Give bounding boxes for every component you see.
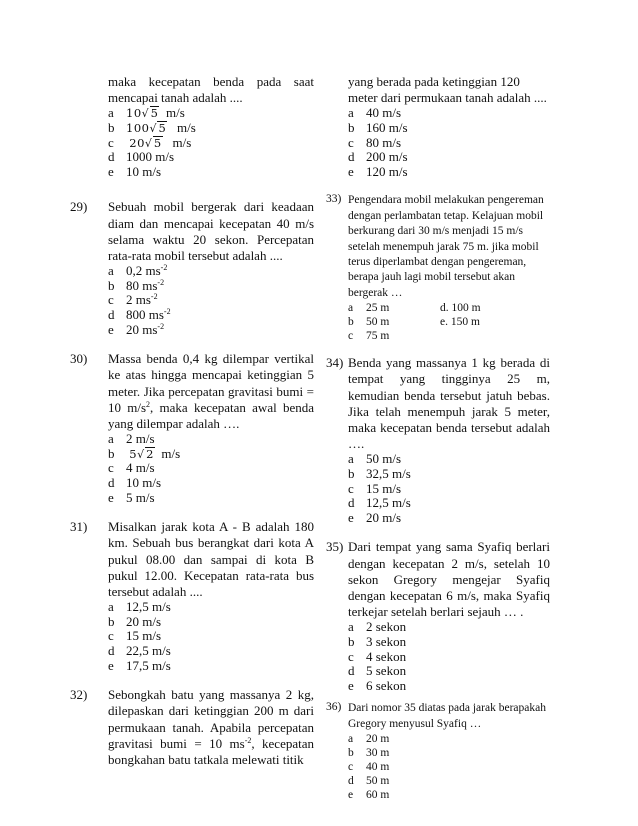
option-d: d 12,5 m/s <box>348 495 411 511</box>
option-b: b 30 m <box>348 747 390 760</box>
right-column <box>328 74 550 816</box>
question-stem: yang berada pada ketinggian 120 meter dari permukaan tanah adalah .... <box>348 74 547 106</box>
option-a: a 2 sekon <box>348 619 407 635</box>
question-36 <box>328 701 550 802</box>
option-e: e 60 m <box>348 789 390 802</box>
question-29 <box>70 199 314 337</box>
question-number: 32) <box>70 687 88 703</box>
question-33 <box>328 193 550 343</box>
option-d: d 50 m <box>348 775 390 788</box>
option-c: c 15 m/s <box>348 480 402 496</box>
option-e: e 17,5 m/s <box>108 657 171 673</box>
option-c: c 15 m/s <box>108 628 162 644</box>
question-stem: Sebongkah batu yang massanya 2 kg, dilepaskan dari ketinggian 200 m dari permukaan tanah. Apabila percepatan gravitasi bumi = 10 $ms^{-2}$, kecepatan bongkahan batu tatkala melewati titik <box>108 687 314 767</box>
options-list <box>348 106 550 179</box>
question-28-continued <box>88 74 314 179</box>
option-c: c 20√ 5 m/s <box>108 134 192 150</box>
options-grid <box>348 301 550 343</box>
option-e: e 10 m/s <box>108 163 162 179</box>
left-column <box>70 74 314 782</box>
option-b: b 80 $ms^{-2}$ <box>108 277 165 293</box>
option-a: a 40 m/s <box>348 105 402 121</box>
option-a: a 50 m/s <box>348 451 402 467</box>
options-list <box>108 264 314 337</box>
option-a: a 10√ 5 m/s <box>108 105 185 121</box>
question-stem: maka kecepatan benda pada saat mencapai tanah adalah .... <box>108 74 314 106</box>
option-c: c 75 m <box>348 330 390 343</box>
option-d: d 200 m/s <box>348 149 408 165</box>
option-d: d 5 sekon <box>348 663 407 679</box>
option-b: b 100√ 5 m/s <box>108 120 196 135</box>
option-b: b 20 m/s <box>108 613 162 629</box>
option-e: e 6 sekon <box>348 677 407 693</box>
question-stem: Sebuah mobil bergerak dari keadaan diam dan mencapai kecepatan 40 m/s selama waktu 20 sekon. Percepatan rata-rata mobil tersebut adalah .... <box>108 199 314 263</box>
question-number: 34) <box>326 355 344 371</box>
question-stem: Benda yang massanya 1 kg berada di tempat yang tingginya 25 m, kemudian benda tersebut jatuh bebas. Jika telah menempuh jarak 5 meter, maka kecepatan benda tersebut adalah …. <box>348 355 550 452</box>
question-35 <box>328 539 550 693</box>
question-number: 35) <box>326 539 344 555</box>
question-number: 36) <box>326 701 342 714</box>
option-d: d 22,5 m/s <box>108 642 171 658</box>
option-d: d 1000 m/s <box>108 149 175 165</box>
options-list <box>348 620 550 693</box>
question-34 <box>328 355 550 525</box>
option-d: d. 100 m <box>440 302 481 315</box>
question-30 <box>70 351 314 505</box>
question-32-continued <box>328 74 550 179</box>
option-c: c 2 $ms^{-2}$ <box>108 292 158 308</box>
option-e: e 5 m/s <box>108 489 155 505</box>
option-b: b 32,5 m/s <box>348 466 411 482</box>
options-list <box>108 600 314 673</box>
option-d: d 10 m/s <box>108 474 162 490</box>
question-31 <box>70 519 314 673</box>
question-32 <box>70 687 314 768</box>
option-c: c 4 m/s <box>108 460 155 476</box>
option-e: e. 150 m <box>440 316 480 329</box>
option-b: b 3 sekon <box>348 634 407 650</box>
option-e: e 20 $ms^{-2}$ <box>108 321 165 337</box>
option-e: e 20 m/s <box>348 509 402 525</box>
options-list <box>108 432 314 505</box>
question-stem: Dari nomor 35 diatas pada jarak berapakah Gregory menyusul Syafiq … <box>348 702 546 730</box>
option-c: c 40 m <box>348 761 390 774</box>
option-a: a 20 m <box>348 733 390 746</box>
option-a: a 12,5 m/s <box>108 599 171 615</box>
option-a: a 25 m <box>348 302 390 315</box>
option-b: b 50 m <box>348 316 390 329</box>
question-number: 33) <box>326 193 342 206</box>
option-c: c 4 sekon <box>348 648 407 664</box>
options-list <box>108 106 314 179</box>
question-stem: Massa benda 0,4 kg dilempar vertikal ke atas hingga mencapai ketinggian 5 meter. Jika percepatan gravitasi bumi = 10 $m/s^2$, maka kecepatan awal benda yang dilempar adalah …. <box>108 351 314 431</box>
question-number: 30) <box>70 351 88 367</box>
question-stem: Pengendara mobil melakukan pengereman dengan perlambatan tetap. Kelajuan mobil berkurang dari 30 m/s menjadi 15 m/s setelah menempuh jarak 75 m. jika mobil terus diperlambat dengan pengereman, berapa jauh lagi mobil tersebut akan bergerak … <box>348 194 544 299</box>
option-b: b 160 m/s <box>348 120 408 135</box>
option-a: a 2 m/s <box>108 431 155 447</box>
option-b: b 5√ 2 m/s <box>108 445 181 461</box>
question-stem: Misalkan jarak kota A - B adalah 180 km. Sebuah bus berangkat dari kota A pukul 08.00 dan sampai di kota B pukul 12.00. Kecepatan rata-rata bus tersebut adalah .... <box>108 519 314 599</box>
option-e: e 120 m/s <box>348 163 408 179</box>
option-c: c 80 m/s <box>348 134 402 150</box>
option-d: d 800 $ms^{-2}$ <box>108 306 171 322</box>
question-number: 29) <box>70 199 88 215</box>
option-a: a 0,2 $ms^{-2}$ <box>108 263 168 279</box>
question-stem: Dari tempat yang sama Syafiq berlari dengan kecepatan 2 m/s, setelah 10 sekon Gregory mengejar Syafiq dengan kecepatan 6 m/s, maka Syafiq terkejar setelah berlari sejauh … . <box>348 539 550 620</box>
question-number: 31) <box>70 519 88 535</box>
options-list <box>348 452 550 525</box>
options-list <box>348 732 550 802</box>
